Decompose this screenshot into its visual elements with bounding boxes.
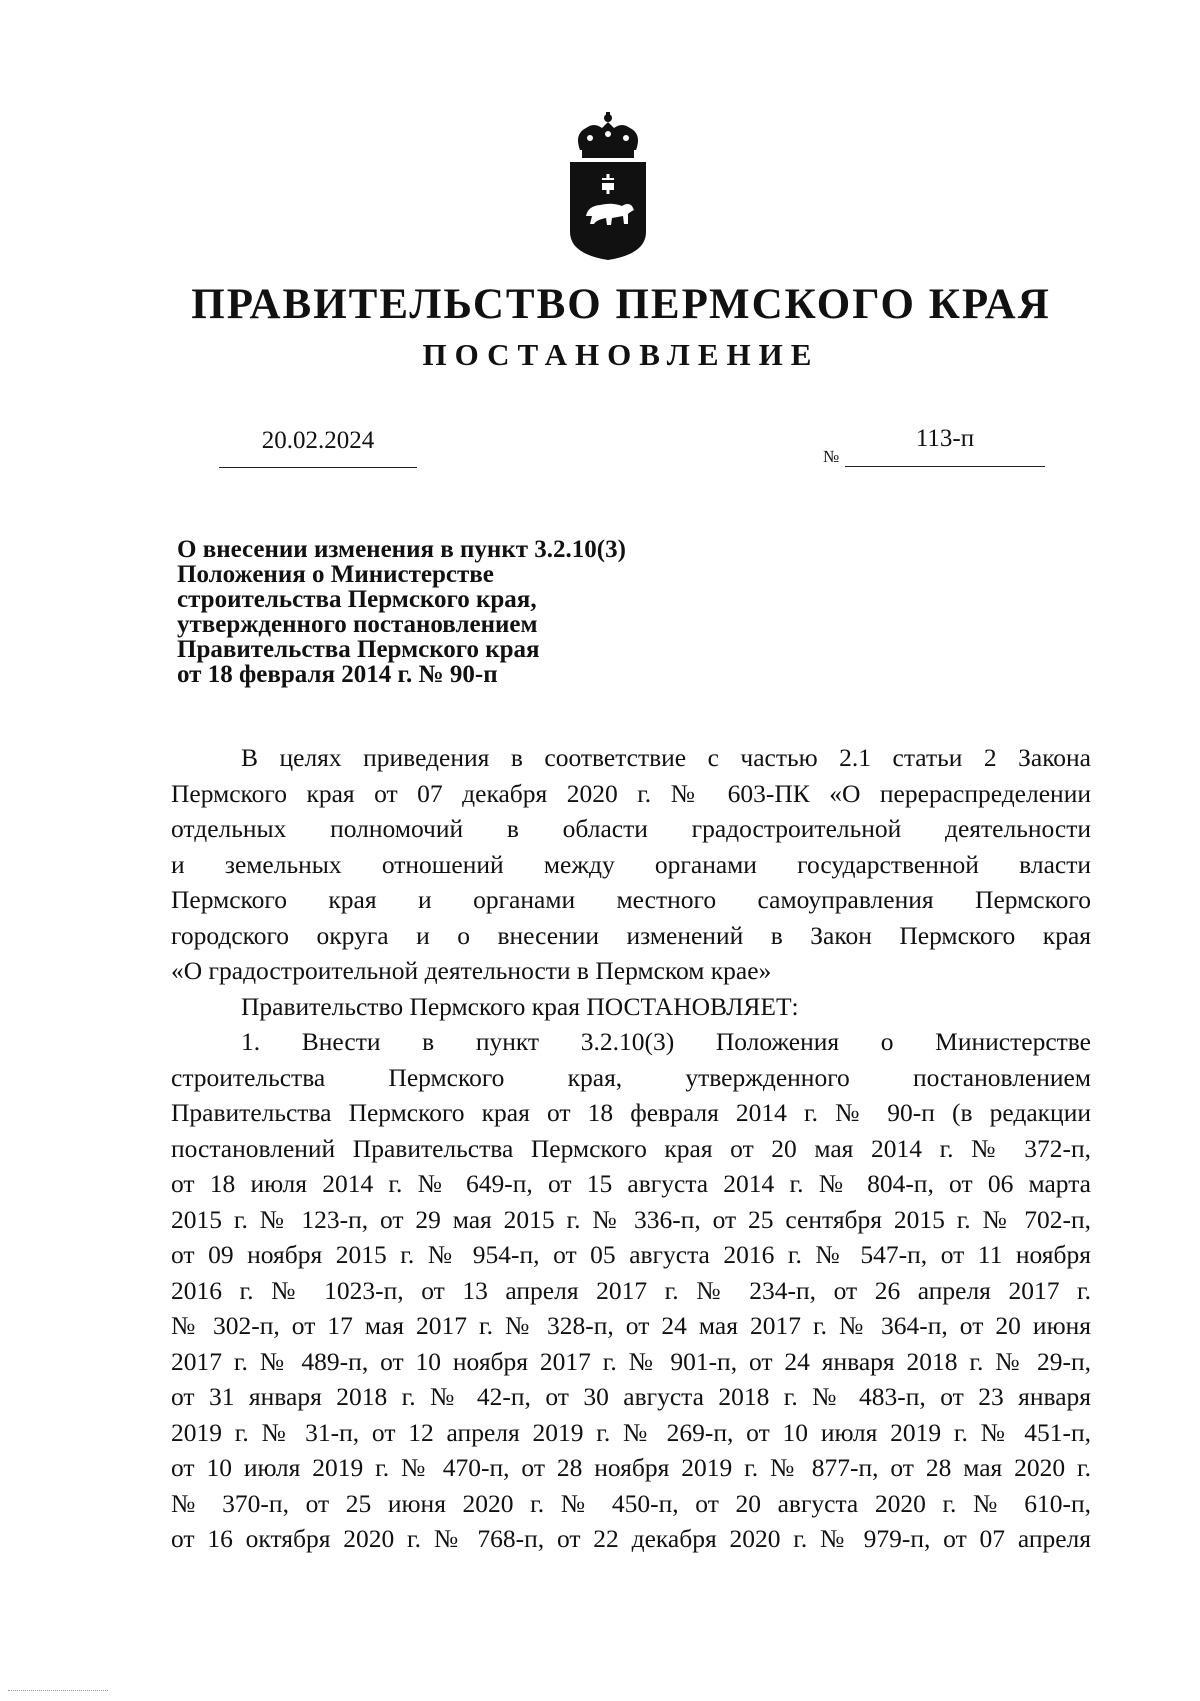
- preamble-line: Пермского края от 07 декабря 2020 г. № 603-ПК «О перераспределении: [171, 778, 1091, 808]
- document-number: 113-п: [845, 425, 1045, 467]
- number-label: №: [823, 447, 840, 466]
- item1-line: 1. Внести в пункт 3.2.10(3) Положения о Министерстве: [241, 1027, 1091, 1056]
- document-date: 20.02.2024: [219, 427, 417, 468]
- subject-line: утвержденного постановлением: [177, 611, 538, 638]
- subject-line: Правительства Пермского края: [177, 636, 540, 663]
- preamble-line: и земельных отношений между органами государственной власти: [171, 849, 1091, 879]
- subject-line: Положения о Министерстве: [177, 561, 494, 588]
- preamble-line: отдельных полномочий в области градостроительной деятельности: [171, 814, 1091, 843]
- subject-line: О внесении изменения в пункт 3.2.10(3): [177, 536, 626, 563]
- resolves-line: Правительство Пермского края ПОСТАНОВЛЯЕТ:: [241, 991, 799, 1021]
- preamble-line: В целях приведения в соответствие с частью 2.1 статьи 2 Закона: [241, 743, 1091, 772]
- preamble-line: Пермского края и органами местного самоуправления Пермского: [171, 885, 1091, 914]
- item1-line: 2016 г. № 1023-п, от 13 апреля 2017 г. № 234-п, от 26 апреля 2017 г.: [171, 1275, 1091, 1305]
- item1-line: от 18 июля 2014 г. № 649-п, от 15 августа 2014 г. № 804-п, от 06 марта: [171, 1169, 1091, 1198]
- item1-line: 2019 г. № 31-п, от 12 апреля 2019 г. № 269-п, от 10 июля 2019 г. № 451-п,: [171, 1417, 1091, 1447]
- item1-line: от 10 июля 2019 г. № 470-п, от 28 ноября 2019 г. № 877-п, от 28 мая 2020 г.: [171, 1453, 1091, 1482]
- preamble-line: «О градостроительной деятельности в Пермском крае»: [171, 956, 772, 985]
- perm-krai-coat-of-arms-icon: [564, 112, 652, 262]
- preamble-line: городского округа и о внесении изменений в Закон Пермского края: [171, 920, 1091, 950]
- item1-line: № 302-п, от 17 мая 2017 г. № 328-п, от 24 мая 2017 г. № 364-п, от 20 июня: [171, 1311, 1091, 1340]
- item1-line: постановлений Правительства Пермского края от 20 мая 2014 г. № 372-п,: [171, 1133, 1091, 1163]
- item1-line: строительства Пермского края, утвержденного постановлением: [171, 1062, 1091, 1092]
- document-subject: [177, 537, 626, 687]
- document-type: ПОСТАНОВЛЕНИЕ: [422, 337, 820, 372]
- item1-line: от 09 ноября 2015 г. № 954-п, от 05 августа 2016 г. № 547-п, от 11 ноября: [171, 1240, 1091, 1269]
- subject-line: строительства Пермского края,: [177, 586, 537, 613]
- item1-line: № 370-п, от 25 июня 2020 г. № 450-п, от 20 августа 2020 г. № 610-п,: [171, 1488, 1091, 1518]
- scan-edge-mark: [8, 1690, 108, 1692]
- item1-line: Правительства Пермского края от 18 февраля 2014 г. № 90-п (в редакции: [171, 1098, 1091, 1127]
- item1-line: от 16 октября 2020 г. № 768-п, от 22 декабря 2020 г. № 979-п, от 07 апреля: [171, 1524, 1091, 1553]
- item1-line: от 31 января 2018 г. № 42-п, от 30 августа 2018 г. № 483-п, от 23 января: [171, 1382, 1091, 1411]
- subject-line: от 18 февраля 2014 г. № 90-п: [177, 661, 498, 688]
- item1-line: 2015 г. № 123-п, от 29 мая 2015 г. № 336-п, от 25 сентября 2015 г. № 702-п,: [171, 1204, 1091, 1234]
- document-body: [171, 740, 1091, 1557]
- government-title: ПРАВИТЕЛЬСТВО ПЕРМСКОГО КРАЯ: [191, 281, 1051, 328]
- item1-line: 2017 г. № 489-п, от 10 ноября 2017 г. № 901-п, от 24 января 2018 г. № 29-п,: [171, 1346, 1091, 1376]
